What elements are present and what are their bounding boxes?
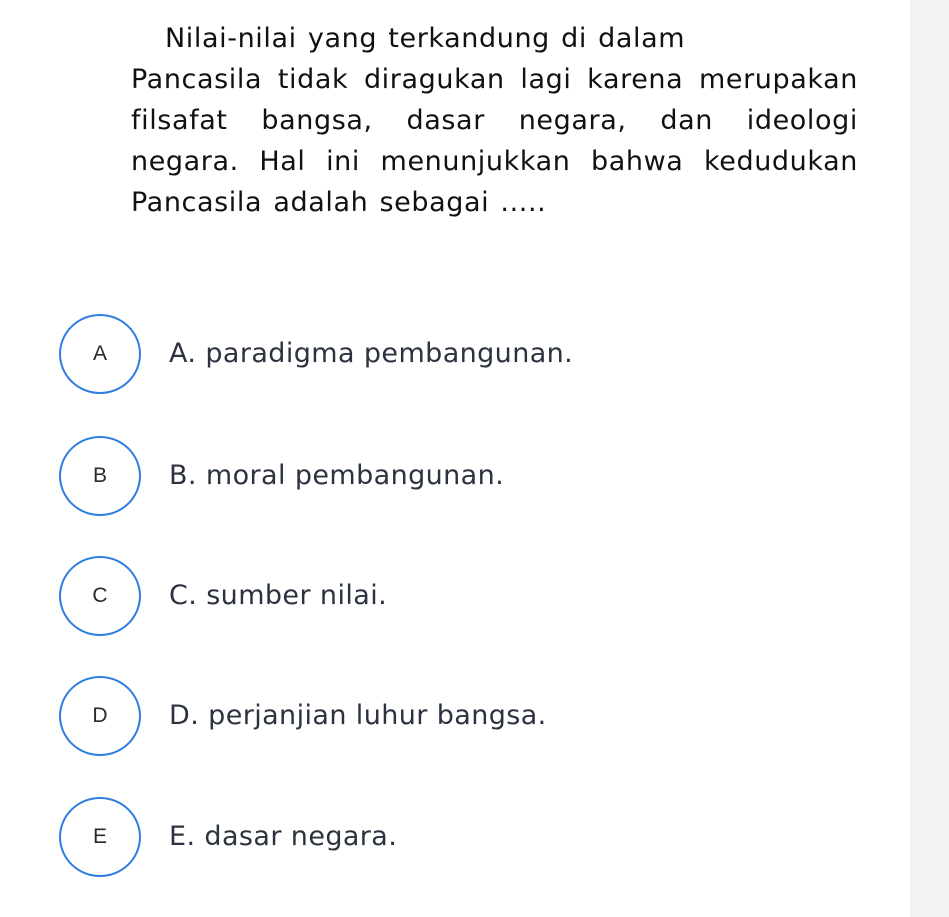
option-b-letter: B bbox=[92, 463, 107, 487]
option-c-label: C. sumber nilai. bbox=[169, 580, 388, 611]
option-d-letter: D bbox=[92, 703, 108, 727]
option-c-letter: C bbox=[92, 583, 108, 607]
option-a-label: A. paradigma pembangunan. bbox=[169, 338, 574, 369]
option-a[interactable] bbox=[59, 312, 573, 395]
option-e-radio[interactable] bbox=[59, 797, 141, 877]
option-d-label: D. perjanjian luhur bangsa. bbox=[169, 700, 547, 731]
option-a-radio[interactable] bbox=[59, 314, 141, 394]
option-d-radio[interactable] bbox=[59, 676, 141, 756]
option-d[interactable] bbox=[59, 674, 547, 757]
question-line-rest: Pancasila tidak diragukan lagi karena merupakan filsafat bangsa, dasar negara, dan ideologi negara. Hal ini menunjukkan bahwa kedudukan Pancasila adalah sebagai ..... bbox=[131, 64, 858, 218]
option-e-label: E. dasar negara. bbox=[169, 821, 398, 852]
question-text bbox=[131, 18, 858, 223]
option-a-letter: A bbox=[92, 341, 107, 365]
option-b-radio[interactable] bbox=[59, 436, 141, 516]
option-e-letter: E bbox=[92, 824, 107, 848]
option-b[interactable] bbox=[59, 434, 504, 517]
option-c-radio[interactable] bbox=[59, 556, 141, 636]
question-line-1: Nilai-nilai yang terkandung di dalam bbox=[165, 23, 686, 54]
option-e[interactable] bbox=[59, 795, 397, 878]
option-b-label: B. moral pembangunan. bbox=[169, 460, 505, 491]
option-c[interactable] bbox=[59, 554, 387, 637]
